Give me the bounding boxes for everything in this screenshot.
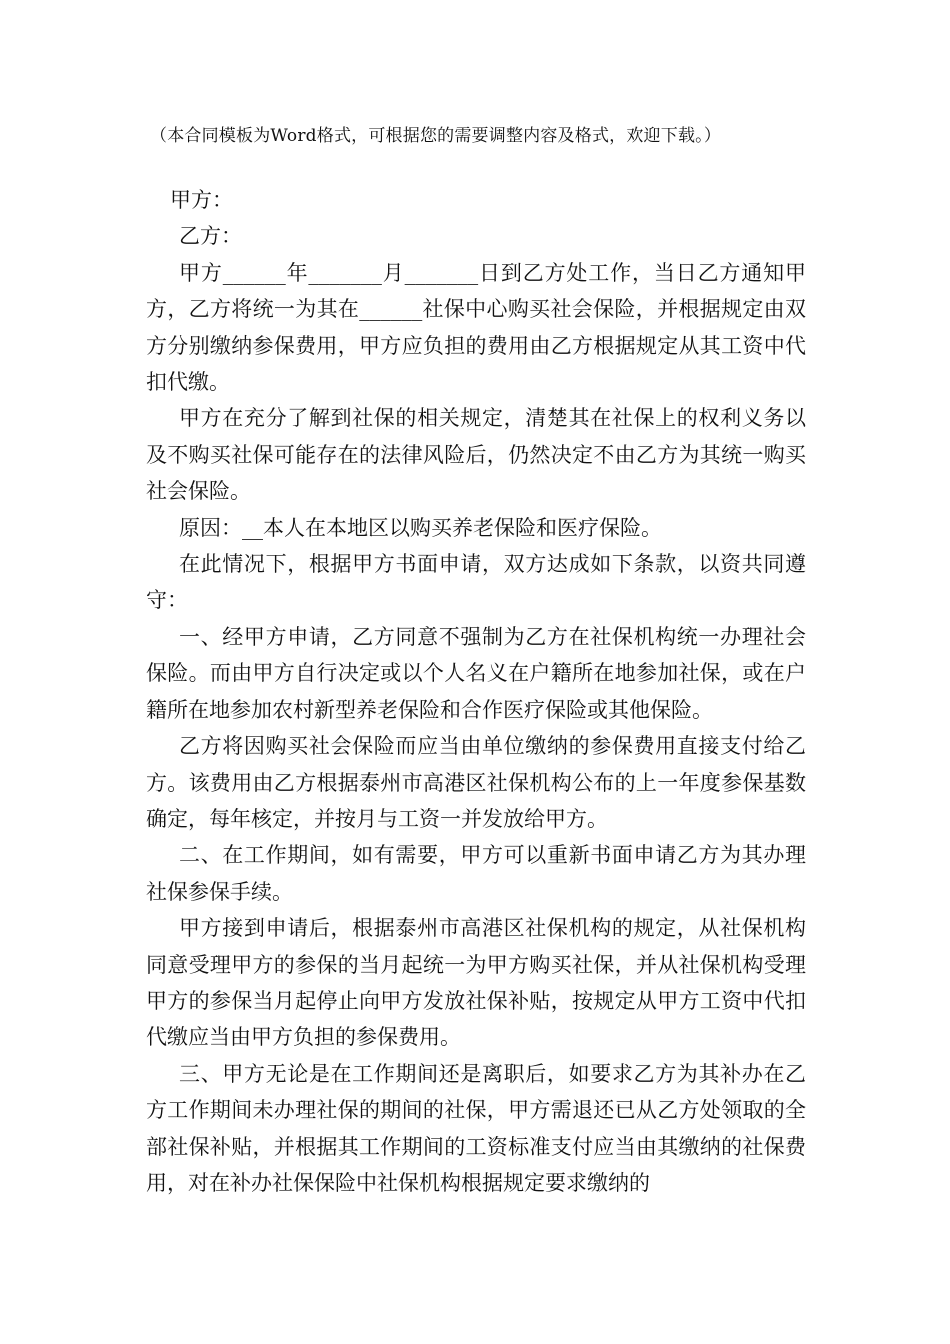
- party-b-label: 乙方：: [179, 224, 242, 249]
- paragraph-acknowledgement: 甲方在充分了解到社保的相关规定，清楚其在社保上的权利义务以及不购买社保可能存在的法律风险后，仍然决定不由乙方为其统一购买社会保险。: [146, 406, 806, 504]
- clause-two-details: 甲方接到申请后，根据泰州市高港区社保机构的规定，从社保机构同意受理甲方的参保的当月起统一为甲方购买社保，并从社保机构受理甲方的参保当月起停止向甲方发放社保补贴，按规定从甲方工资中代扣代缴应当由甲方负担的参保费用。: [146, 916, 806, 1050]
- paragraph-reason: 原因：__本人在本地区以购买养老保险和医疗保险。: [179, 515, 662, 540]
- paragraph-employment-date: 甲方______年_______月_______日到乙方处工作，当日乙方通知甲方，乙方将统一为其在______社保中心购买社会保险，并根据规定由双方分别缴纳参保费用，甲方应负担的费用由乙方根据规定从其工资中代扣代缴。: [146, 260, 806, 395]
- contract-body: [146, 182, 806, 1201]
- clause-two: 二、在工作期间，如有需要，甲方可以重新书面申请乙方为其办理社保参保手续。: [146, 843, 806, 904]
- clause-three: 三、甲方无论是在工作期间还是离职后，如要求乙方为其补办在乙方工作期间未办理社保的期间的社保，甲方需退还已从乙方处领取的全部社保补贴，并根据其工作期间的工资标准支付应当由其缴纳的社保费用，对在补办社保保险中社保机构根据规定要求缴纳的: [146, 1061, 806, 1195]
- clause-one-payment: 乙方将因购买社会保险而应当由单位缴纳的参保费用直接支付给乙方。该费用由乙方根据泰州市高港区社保机构公布的上一年度参保基数确定，每年核定，并按月与工资一并发放给甲方。: [146, 734, 806, 831]
- paragraph-agreement-intro: 在此情况下，根据甲方书面申请，双方达成如下条款，以资共同遵守：: [146, 552, 806, 613]
- party-a-label: 甲方：: [170, 188, 233, 212]
- template-note: （本合同模板为Word格式，可根据您的需要调整内容及格式，欢迎下载。）: [150, 126, 722, 146]
- clause-one: 一、经甲方申请，乙方同意不强制为乙方在社保机构统一办理社会保险。而由甲方自行决定或以个人名义在户籍所在地参加社保，或在户籍所在地参加农村新型养老保险和合作医疗保险或其他保险。: [146, 624, 806, 722]
